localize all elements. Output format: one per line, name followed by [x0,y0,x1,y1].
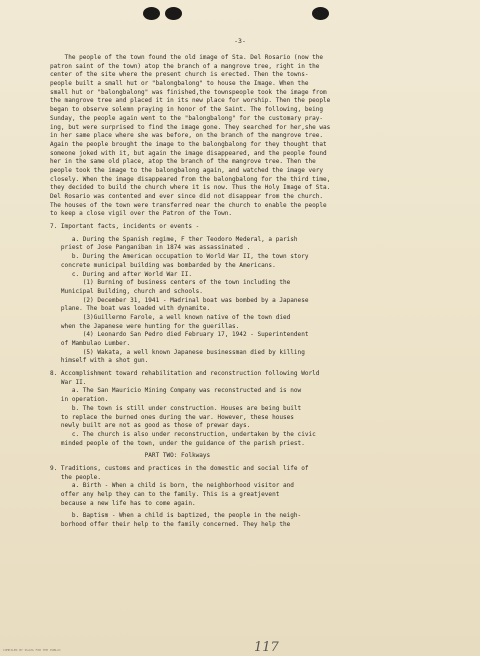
text-line: a. The San Mauricio Mining Company was reconstructed and is now [50,387,302,395]
text-line: someone joked with it, but again the image disappeared, and the people found [50,149,327,157]
text-line: b. Baptism - When a child is baptized, the people in the neigh- [50,512,302,520]
text-line: concrete municipal building was bombarded by the Americans. [50,261,276,269]
text-line: the people. [50,473,101,481]
text-line: people built a small hut or "balongbalong" to house the Image. When the [50,80,309,88]
text-line: Sunday, the people again went to the "balongbalong" for the customary pray- [50,114,324,122]
document-body [50,54,436,530]
binder-hole [165,7,182,20]
text-line: (1) Burning of business centers of the town including the [50,279,291,287]
text-line: minded people of the town, under the guidance of the parish priest. [50,439,305,447]
text-line: of Mambulao Lumber. [50,340,131,347]
text-line: in her same place where she was before, on the branch of the mangrove tree. [50,132,324,140]
text-line: War II. [50,378,87,386]
text-line: 8. Accomplishment toward rehabilitation and reconstruction following World [50,370,320,378]
text-line: to replace the burned ones during the war. However, these houses [50,413,294,421]
text-line: began to observe solemn praying in honor of the Saint. The following, being [50,106,324,114]
text-line: a. Birth - When a child is born, the neighborhood visitor and [50,482,294,490]
text-line: (3)Guillermo Farole, a well known native of the town died [50,313,291,321]
text-line: when the Japanese were hunting for the guerillas. [50,322,240,330]
text-line: newly built are not as good as those of prewar days. [50,422,251,430]
text-line: himself with a shot gun. [50,357,149,365]
text-line: c. The church is also under reconstruction, undertaken by the civic [50,430,316,438]
text-line: center of the site where the present church is erected. Then the towns- [50,71,309,79]
text-line: the mangrove tree and placed it in its new place for worship. Then the people [50,97,331,105]
text-line: b. The town is still under construction. Houses are being built [50,404,302,412]
text-line: small hut or "balongbalong" was finished,the townspeople took the image from [50,88,327,96]
text-line: closely. When the image disappeared from the balongbalong for the third time, [50,175,331,183]
text-line: to keep a close vigil over the Patron of the Town. [50,210,233,218]
text-line: PART TWO: Folkways [50,452,211,460]
text-line: The people of the town found the old image of Sta. Del Rosario (now the [50,54,324,61]
text-line: Municipal Building, church and schools. [50,287,203,295]
text-line: they decided to build the church where it is now. Thus the Holy Image of Sta. [50,184,331,192]
text-line: Del Rosario was contented and ever since did not disappear from the church. [50,193,324,200]
text-line: Again the people brought the image to the balongbalong for they thought that [50,140,327,148]
text-line: people took the image to the balongbalong again, and watched the image very [50,166,324,174]
text-line: in operation. [50,396,109,404]
footer-note: COMPILED BY PLAZA FOR THE PUBLIC [3,648,61,652]
text-line: borhood offer their help to the family concerned. They help the [50,521,291,529]
text-line: patron saint of the town) atop the branch of a mangrove tree, right in the [50,62,320,70]
text-line: b. During the American occupation to World War II, the town story [50,253,309,261]
binder-hole [312,7,329,20]
text-line: a. During the Spanish regime, F ther Teodoro Mederal, a parish [50,235,298,243]
text-line: ing, but were surprised to find the image gone. They searched for her,she was [50,123,331,131]
page-number: -3- [234,37,246,45]
text-line: (4) Leonardo San Pedro died February 17, 1942 - Superintendent [50,331,309,339]
text-line: priest of Jose Panganiban in 1874 was assassinated . [50,244,251,252]
text-line: The houses of the town were transferred near the church to enable the people [50,201,327,209]
text-line: because a new life has to come again. [50,499,196,507]
binder-hole [143,7,160,20]
handwritten-page-number: 117 [254,640,279,655]
text-line: (2) December 31, 1941 - Madrinal boat was bombed by a Japanese [50,296,309,304]
text-line: c. During and after World War II. [50,270,192,278]
text-line: her in the same old place, atop the branch of the mangrove tree. Then the [50,158,316,166]
text-line: (5) Wakata, a well known Japanese businessman died by killing [50,348,305,356]
text-line: 7. Important facts, incidents or events - [50,223,200,231]
text-line: 9. Traditions, customs and practices in the domestic and social life of [50,464,309,472]
text-line: plane. The boat was loaded with dynamite. [50,305,211,313]
text-line: offer any help they can to the family. This is a greatjevent [50,491,280,498]
